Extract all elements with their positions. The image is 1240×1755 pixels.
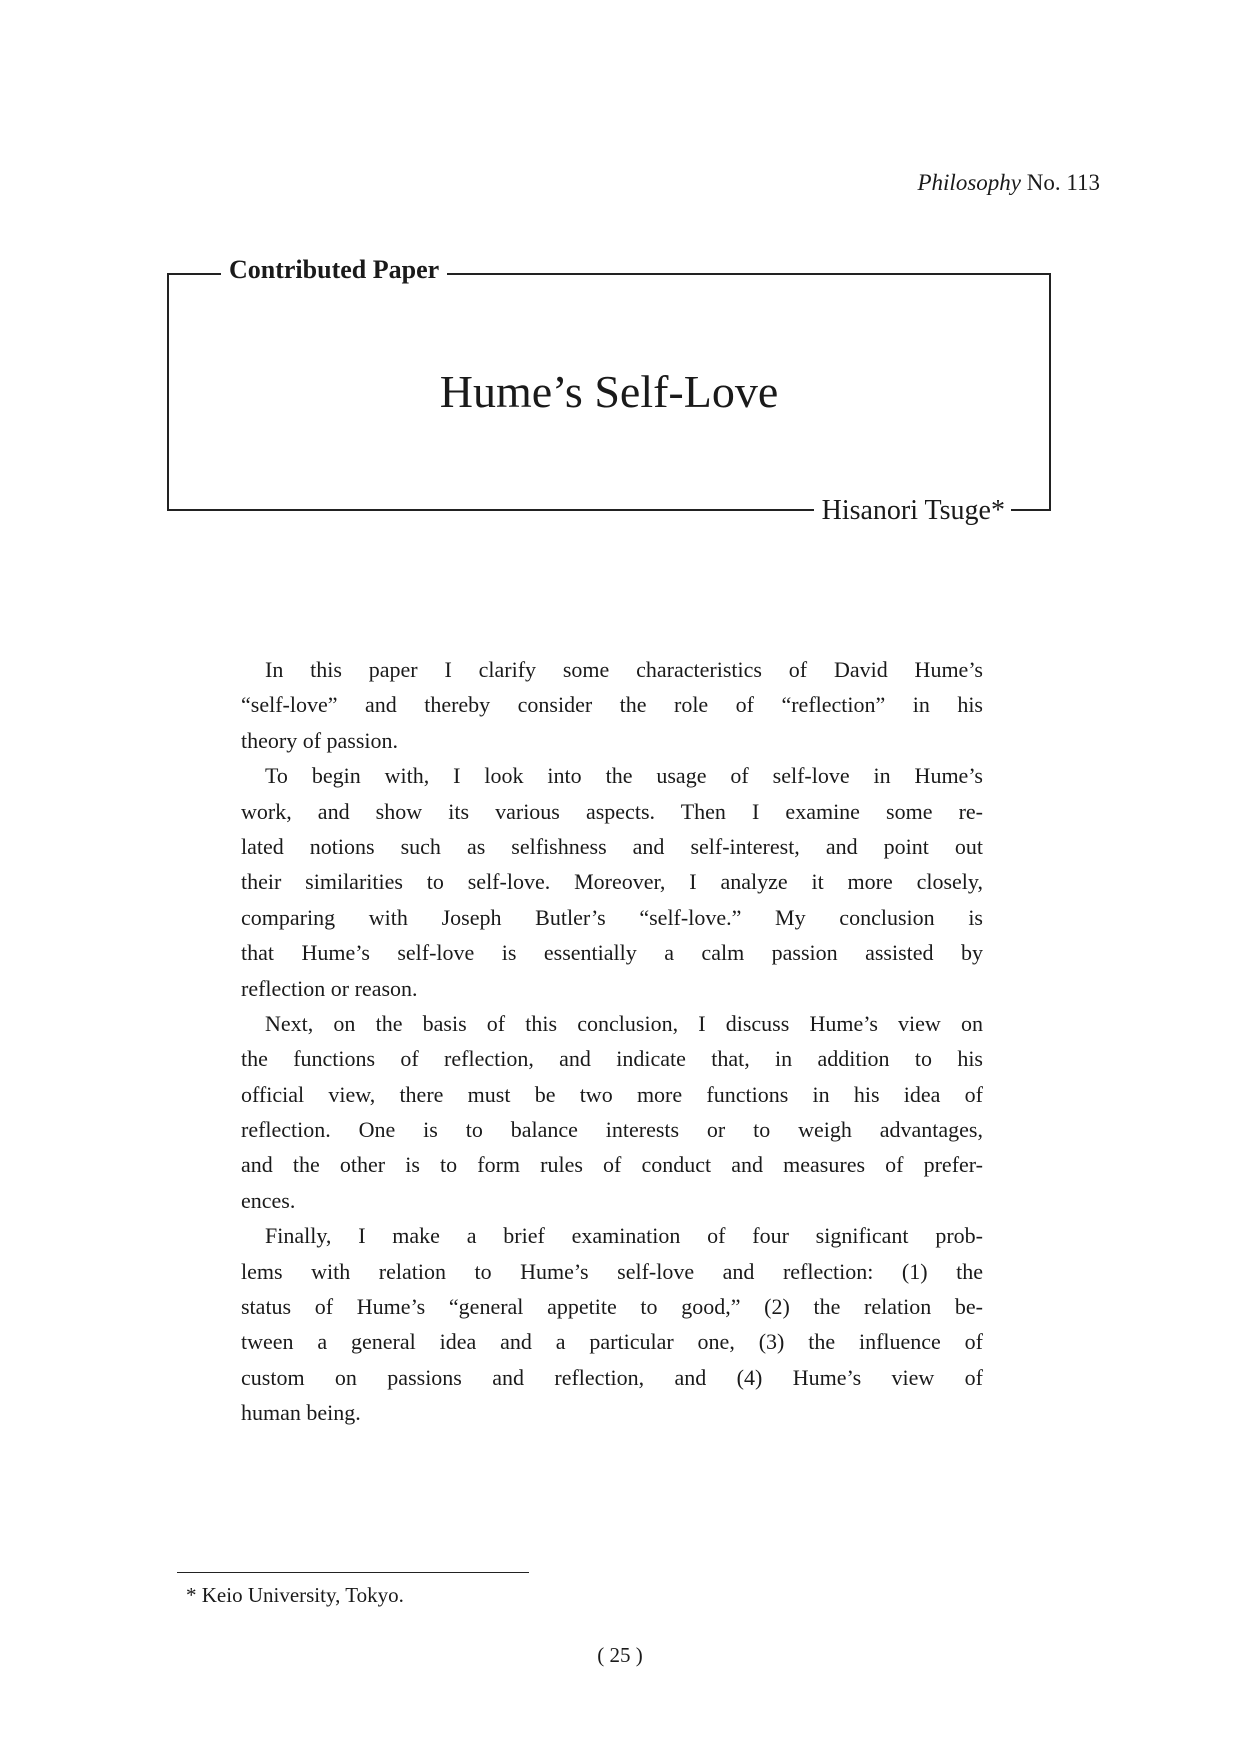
title-box [167, 255, 1051, 526]
article-author: Hisanori Tsuge* [814, 495, 1011, 527]
abstract-paragraph [241, 758, 983, 1006]
text-line: reflection. One is to balance interests or to weigh advantages, [241, 1117, 983, 1143]
text-line: ences. [241, 1187, 296, 1213]
text-line: and the other is to form rules of conduct and measures of prefer- [241, 1152, 983, 1178]
journal-number: No. 113 [1026, 170, 1100, 195]
section-label: Contributed Paper [221, 255, 447, 285]
text-line: official view, there must be two more functions in his idea of [241, 1081, 983, 1107]
text-line: Finally, I make a brief examination of four significant prob- [265, 1223, 983, 1249]
abstract-paragraph [241, 1218, 983, 1430]
text-line: In this paper I clarify some characteristics of David Hume’s [265, 657, 983, 682]
journal-name: Philosophy [917, 170, 1021, 195]
journal-header [917, 170, 1100, 196]
footnote: * Keio University, Tokyo. [186, 1583, 404, 1607]
text-line: lems with relation to Hume’s self-love and reflection: (1) the [241, 1258, 983, 1284]
text-line: “self-love” and thereby consider the role of “reflection” in his [241, 692, 983, 718]
page-number: ( 25 ) [597, 1643, 643, 1667]
text-line: reflection or reason. [241, 975, 418, 1001]
text-line: the functions of reflection, and indicate that, in addition to his [241, 1046, 983, 1072]
abstract-paragraph [241, 652, 983, 758]
text-line: that Hume’s self-love is essentially a calm passion assisted by [241, 940, 983, 966]
text-line: theory of passion. [241, 727, 399, 753]
text-line: their similarities to self-love. Moreover, I analyze it more closely, [241, 869, 983, 895]
text-line: lated notions such as selfishness and self-interest, and point out [241, 833, 983, 859]
text-line: human being. [241, 1400, 361, 1426]
text-line: To begin with, I look into the usage of self-love in Hume’s [265, 763, 983, 789]
text-line: comparing with Joseph Butler’s “self-love.” My conclusion is [241, 904, 983, 930]
abstract-body [241, 652, 983, 1431]
text-line: custom on passions and reflection, and (4) Hume’s view of [241, 1364, 983, 1390]
text-line: tween a general idea and a particular one, (3) the influence of [241, 1329, 983, 1355]
footnote-rule [177, 1572, 529, 1573]
text-line: status of Hume’s “general appetite to good,” (2) the relation be- [241, 1294, 983, 1320]
article-title: Hume’s Self-Love [439, 366, 779, 417]
text-line: work, and show its various aspects. Then I examine some re- [241, 798, 983, 824]
text-line: Next, on the basis of this conclusion, I discuss Hume’s view on [265, 1010, 983, 1036]
abstract-paragraph [241, 1006, 983, 1218]
